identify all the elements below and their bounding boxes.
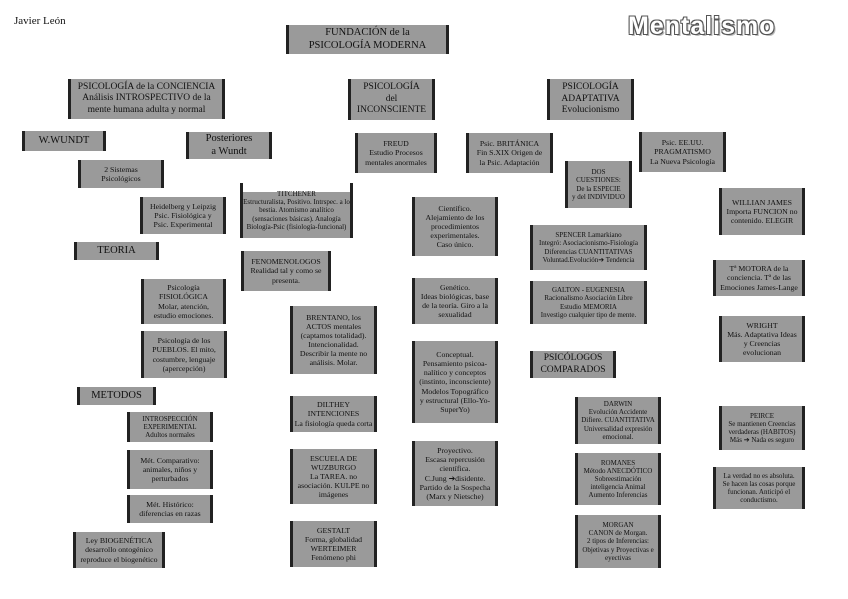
node-text-line: FENOMENOLOGOS [251,257,321,267]
node-text-line: DILTHEY [316,400,351,410]
node-text-line: funcionan. Anticipó el [727,488,791,496]
node-text-line: Escasa repercusión [425,455,485,465]
node-text-line: ADAPTATIVA [561,93,620,104]
node-text-line: Racionalismo Asociación Libre [544,294,633,303]
node-text-line: análisis. Molar. [309,358,358,368]
node-text-line: contenido. ELEGIR [730,216,794,226]
node-galton [530,281,647,324]
node-text-line: bestia. Atomismo analítico [259,206,334,215]
node-text-line: Diferencias CUANTITATIVAS [544,247,633,256]
node-text-line: TEORIA [97,244,136,256]
node-text-line: evolucionan [742,348,782,358]
node-text-line: ESCUELA DE [310,453,357,463]
node-text-line: PSICOLOGÍA MODERNA [308,39,427,51]
node-text-line: Proyectivo. [437,446,473,456]
node-text-line: y del INDIVIDUO [572,192,625,201]
node-text-line: mente humana adulta y normal [87,104,206,115]
node-text-line: La TAREA. no [309,471,358,481]
node-brentano [290,306,377,374]
node-text-line: Psic. Fisiológica y [154,210,212,220]
node-text-line: MORGAN [602,521,634,530]
node-morgan [575,515,661,568]
node-text-line: INTENCIONES [307,409,360,419]
node-text-line: Biología-Psic (fisiología-funcional) [246,222,347,231]
node-dilthey [290,396,377,432]
node-text-line: estudio emociones. [153,310,214,320]
node-text-line: imágenes [318,490,349,500]
node-text-line: Describir la mente no [299,349,368,359]
node-text-line: Mét. Comparativo: [140,455,200,465]
node-text-line: Psic. Experimental [153,220,213,230]
node-text-line: EXPERIMENTAL [143,422,197,431]
node-text-line: Mét. Histórico: [146,499,194,509]
node-heidelberg-leipzig [140,197,226,234]
node-text-line: científica. [439,464,471,474]
node-text-line: Importa FUNCION no [726,206,798,216]
node-text-line: Partido de la Sospecha [419,482,491,492]
node-text-line: Sobreestimación [594,474,642,483]
node-text-line: Estructuralista, Positivo. Intrspec. a lo [243,198,350,207]
node-text-line: Fin S.XIX Origen de [476,148,543,158]
node-text-line: Psic. BRITÁNICA [479,139,540,149]
node-text-line: Estudio MEMORIA [560,302,617,311]
node-text-line: GESTALT [316,525,351,535]
node-text-line: Ideas biológicas, base [420,291,490,301]
node-metodos [77,387,156,405]
node-text-line: W.WUNDT [38,134,90,146]
node-psicologia-pueblos [141,331,227,378]
node-teoria [74,242,159,260]
node-text-line: Universalidad expresión [583,424,653,433]
node-text-line: SPENCER Lamarkiano [555,231,622,240]
node-text-line: Evolucionismo [561,105,620,116]
node-text-line: PSICÓLOGOS [543,353,603,364]
node-text-line: COMPARADOS [540,364,606,375]
node-text-line: Método ANECDÓTICO [583,466,653,475]
node-text-line: ROMANES [600,458,636,467]
node-text-line: GALTON - EUGENESIA [551,286,626,295]
node-text-line: PSICOLOGÍA de la CONCIENCIA [77,81,216,92]
node-text-line: de la teoría. Giro a la [422,301,488,310]
node-text-line: Análisis INTROSPECTIVO de la [82,93,211,104]
node-text-line: (sensaciones básicas). Analogía [252,214,341,223]
node-fenomenologos [241,251,331,291]
node-introspeccion-experimental [127,412,213,442]
node-text-line: Conceptual. [436,350,474,360]
node-text-line: INTROSPECCIÓN [142,414,198,423]
node-psic-eeuu [639,132,726,172]
node-text-line: Objetivas y Proyectivas e [582,545,654,554]
node-text-line: CANON de Morgan. [588,529,648,538]
node-text-line: y estructural (Ello-Yo- [419,395,491,405]
node-text-line: presenta. [272,275,300,285]
node-text-line: Difiere. CUANTITATIVA [581,416,655,425]
node-text-line: reproduce el biogenético [80,554,158,564]
node-sistemas-psicologicos [78,160,164,188]
node-text-line: 2 tipos de Inferencias: [586,537,649,546]
node-text-line: FISIOLÓGICA [159,292,208,302]
node-psic-britanica [466,133,553,173]
node-text-line: mentales anormales [365,157,427,167]
node-text-line: Científico. [438,203,472,213]
node-cientifico [412,197,498,256]
node-text-line: ACTOS mentales [305,321,362,331]
node-metodo-comparativo [127,450,213,489]
node-text-line: Adultos normales [145,431,195,440]
author-name: Javier León [14,15,66,27]
node-text-line: C.Jung ➔disidente. [424,473,486,483]
node-text-line: Voluntad.Evolución➔ Tendencia [542,255,635,264]
node-text-line: Posteriores [205,132,253,144]
node-spencer [530,225,647,270]
node-text-line: inteligencia Animal [590,483,646,492]
node-text-line: experimentales. [430,231,480,241]
node-metodo-historico [127,495,213,523]
node-text-line: DARWIN [603,400,633,409]
node-text-line: DOS [591,168,606,177]
root-node [286,25,449,54]
node-text-line: la Psic. Adaptación [479,157,540,167]
node-text-line: Realidad tal y como se [250,266,322,276]
node-text-line: PSICOLOGÍA [363,82,420,93]
node-text-line: costumbre, lenguaje [152,354,216,364]
node-verdad-no-absoluta [713,467,805,509]
node-text-line: Emociones James-Lange [720,282,798,292]
node-text-line: Psic. EE.UU. [661,138,704,148]
node-genetico [412,278,498,324]
node-text-line: Estudio Procesos [369,148,423,158]
node-text-line: conciencia. Tª de las [727,273,791,283]
node-titchener [240,183,353,238]
node-text-line: (instinto, inconsciente) [419,377,491,387]
node-text-line: (captamos totalidad). [300,330,367,340]
node-ley-biogenetica [73,532,165,568]
logo-title: Mentalismo [628,12,776,40]
node-text-line: La fisiología queda corta [294,418,373,428]
node-psicologia-fisiologica [141,279,226,324]
node-wwundt [22,131,106,151]
node-text-line: METODOS [91,389,142,401]
node-text-line: Investigo cualquier tipo de mente. [540,310,637,319]
node-text-line: nalítico y conceptos [423,368,487,378]
node-text-line: (apercepción) [162,363,206,373]
node-text-line: 2 Sistemas [104,164,138,174]
node-teoria-motora [713,260,805,296]
node-text-line: WERTEIMER [310,544,357,553]
node-text-line: Integró: Asociacionismo-Fisiología [539,239,638,248]
node-text-line: Psicológicos [101,174,141,183]
node-text-line: Más ➔ Nada es seguro [729,436,795,445]
node-text-line: Aumento Inferencias [588,491,648,500]
node-text-line: WRIGHT [746,320,778,330]
node-posteriores-wundt [186,132,272,159]
node-text-line: perturbados [151,474,189,484]
node-text-line: Modelos Topográfico [421,386,489,396]
node-text-line: Ley BIOGENÉTICA [85,536,153,546]
node-romanes [575,453,661,505]
node-text-line: PSICOLOGÍA [562,82,619,93]
node-freud [355,133,437,173]
node-text-line: asociación. KULPE no [297,481,370,491]
node-text-line: SuperYo) [440,404,470,414]
node-text-line: Caso único. [436,240,474,250]
node-text-line: FUNDACIÓN de la [325,26,410,38]
node-wright [719,316,805,362]
node-text-line: PRAGMATISMO [654,147,711,157]
node-text-line: animales, niños y [142,464,198,474]
node-text-line: y Creencias [743,339,781,348]
node-text-line: Fenómeno phi [311,553,356,563]
node-text-line: diferencias en razas [139,509,201,518]
node-text-line: Se mantienen Creencias [728,419,796,428]
node-text-line: PEIRCE [749,411,775,420]
node-text-line: Se hacen las cosas porque [722,479,796,488]
node-text-line: La Nueva Psicología [650,156,715,166]
node-text-line: verdaderas (HABITOS) [728,428,796,436]
node-gestalt [290,521,377,567]
node-text-line: Heidelberg y Leipzig [149,201,217,211]
node-text-line: (Marx y Nietsche) [426,491,484,501]
node-text-line: INCONSCIENTE [356,105,427,116]
node-text-line: Tª MOTORA de la [729,264,789,274]
node-text-line: WUZBURGO [310,462,357,472]
node-text-line: Molar, atención, [158,301,209,311]
node-text-line: Intencionalidad. [308,340,359,349]
node-text-line: desarrollo ontogénico [85,545,153,555]
node-text-line: PUEBLOS. El mito, [152,345,216,355]
node-text-line: procedimientos [430,221,480,231]
node-text-line: sexualidad [438,310,472,320]
node-conceptual [412,341,498,423]
node-william-james [719,188,805,235]
node-text-line: Genético. [439,282,471,292]
node-text-line: Forma, globalidad [304,534,363,544]
node-text-line: Alejamiento de los [425,212,485,222]
node-darwin [575,397,661,444]
node-text-line: Más. Adaptativa Ideas [727,329,797,339]
node-psicologos-comparados [530,351,616,378]
node-text-line: BRENTANO, los [306,312,361,322]
node-text-line: Evolución Accidente [588,408,648,417]
node-text-line: eyectivas [604,553,632,562]
node-text-line: Pensamiento psicoa- [422,359,488,369]
node-proyectivo [412,441,498,506]
node-text-line: FREUD [383,139,409,149]
node-text-line: conductismo. [740,496,778,505]
node-psicologia-inconsciente [348,79,435,120]
node-text-line: TITCHENER [277,190,316,199]
node-text-line: CUESTIONES: [576,176,621,185]
node-dos-cuestiones [565,161,632,208]
node-text-line: Psicología de los [157,336,211,346]
node-text-line: emocional. [602,432,634,441]
node-psicologia-adaptativa [547,79,634,120]
node-escuela-wuzburgo [290,449,377,504]
node-text-line: WILLIAN JAMES [732,197,792,207]
node-text-line: De la ESPECIE [576,184,621,193]
node-text-line: del [385,93,398,104]
node-text-line: La verdad no es absoluta. [723,471,795,480]
node-text-line: Psicología [167,283,200,293]
node-psicologia-conciencia [68,79,225,119]
node-peirce [719,406,805,450]
node-text-line: a Wundt [211,145,247,157]
